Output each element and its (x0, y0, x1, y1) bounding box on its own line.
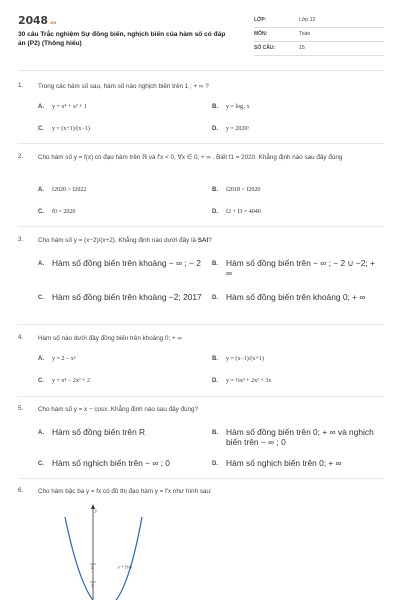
site-logo[interactable]: 2048.vn (18, 14, 57, 27)
derivative-curve (65, 517, 142, 600)
derivative-graph (60, 503, 170, 600)
question-text: Cho hàm số y = (x−2)/(x+2). Khẳng định nào dưới đây là SAI? (38, 237, 212, 244)
meta-table (254, 14, 384, 56)
question-number: 1. (18, 82, 24, 89)
document-title: 30 câu Trắc nghiệm Sự đồng biến, nghịch biến của hàm số có đáp án (P2) (Thông hiểu) (18, 31, 226, 47)
question-text: Trong các hàm số sau, hàm số nào nghịch biến trên 1 ; + ∞ ? (38, 83, 209, 90)
meta-row-count: SỐ CÂU: 15 (254, 42, 384, 56)
question-divider (18, 226, 384, 227)
question-number: 6. (18, 487, 24, 494)
question-number: 3. (18, 236, 24, 243)
question-text: Cho hàm bậc ba y = fx có đồ thị đạo hàm y = f′x như hình sau: (38, 488, 212, 495)
header-divider (18, 70, 384, 71)
question-number: 4. (18, 334, 24, 341)
question-text: Hàm số nào dưới đây đồng biến trên khoảng 0; + ∞ (38, 335, 182, 342)
question-text: Cho hàm số y = f(x) có đạo hàm trên ℝ và f′x < 0, ∀x ∈ 0; + ∞ . Biết f1 = 2020. Khẳng định nào sau đây đúng (38, 154, 343, 161)
question-text: Cho hàm số y = x − cosx. Khẳng định nào sau đây đúng? (38, 406, 198, 413)
question-divider (18, 143, 384, 144)
question-divider (18, 478, 384, 479)
y-axis-label: y (95, 509, 98, 514)
tick-label-2: 2 (91, 565, 93, 570)
meta-row-class: LỚP: Lớp 12 (254, 14, 384, 28)
question-divider (18, 324, 384, 325)
question-divider (18, 396, 384, 397)
meta-row-subject: MÔN: Toán (254, 28, 384, 42)
tick-label-1: 1 (91, 583, 93, 588)
question-number: 2. (18, 153, 24, 160)
curve-label: y = f′(x) (118, 564, 132, 569)
question-number: 5. (18, 405, 24, 412)
